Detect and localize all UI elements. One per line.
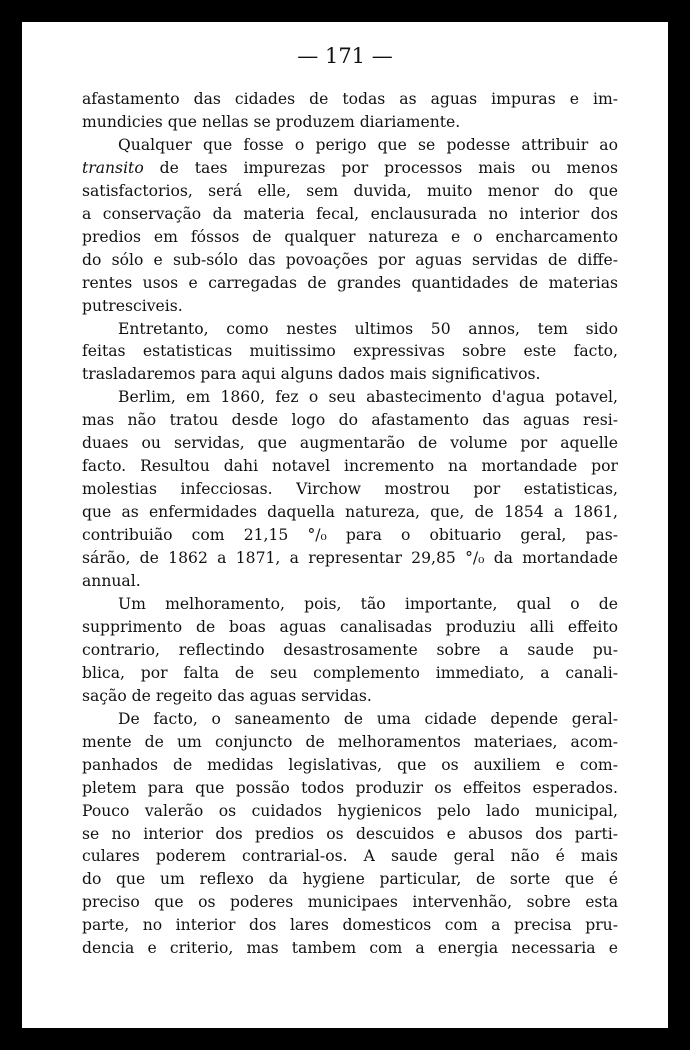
text-line: contribuião com 21,15 °/₀ para o obituario geral, pas- bbox=[82, 526, 618, 545]
text-line: predios em fóssos de qualquer natureza e o encharcamento bbox=[82, 227, 618, 246]
text-line: mundicies que nellas se produzem diariamente. bbox=[82, 112, 461, 131]
text-line: sação de regeito das aguas servidas. bbox=[82, 686, 372, 705]
text-line: Um melhoramento, pois, tão importante, qual o de bbox=[118, 594, 618, 613]
text-line: Berlim, em 1860, fez o seu abastecimento d'agua potavel, bbox=[118, 388, 618, 407]
book-page bbox=[22, 22, 668, 1028]
text-line: annual. bbox=[82, 572, 141, 591]
text-line: blica, por falta de seu complemento immediato, a canali- bbox=[82, 663, 618, 682]
text-line: se no interior dos predios os descuidos e abusos dos parti- bbox=[82, 824, 618, 843]
text-line: Qualquer que fosse o perigo que se podesse attribuir ao bbox=[118, 135, 618, 154]
text-line: transito de taes impurezas por processos mais ou menos bbox=[82, 158, 618, 177]
text-line: culares poderem contrarial-os. A saude geral não é mais bbox=[82, 847, 618, 866]
text-line: do que um reflexo da hygiene particular, de sorte que é bbox=[82, 870, 618, 889]
text-line: putresciveis. bbox=[82, 296, 183, 315]
text-line: preciso que os poderes municipaes intervenhão, sobre esta bbox=[82, 893, 618, 912]
text-line: pletem para que possão todos produzir os effeitos esperados. bbox=[82, 778, 618, 797]
text-line: facto. Resultou dahi notavel incremento na mortandade por bbox=[82, 457, 618, 476]
text-line: mas não tratou desde logo do afastamento das aguas resi- bbox=[82, 411, 618, 430]
text-line: que as enfermidades daquella natureza, que, de 1854 a 1861, bbox=[82, 503, 618, 522]
text-line: afastamento das cidades de todas as aguas impuras e im- bbox=[82, 90, 618, 108]
body-text bbox=[82, 88, 618, 960]
text-line: panhados de medidas legislativas, que os auxiliem e com- bbox=[82, 755, 618, 774]
text-line: duaes ou servidas, que augmentarão de volume por aquelle bbox=[82, 434, 618, 453]
text-line: rentes usos e carregadas de grandes quantidades de materias bbox=[82, 273, 618, 292]
text-line: supprimento de boas aguas canalisadas produziu alli effeito bbox=[82, 617, 618, 636]
text-line: feitas estatisticas muitissimo expressivas sobre este facto, bbox=[82, 342, 618, 361]
text-line: do sólo e sub-sólo das povoações por aguas servidas de diffe- bbox=[82, 250, 618, 269]
text-line: dencia e criterio, mas tambem com a energia necessaria e bbox=[82, 939, 618, 958]
text-line: De facto, o saneamento de uma cidade depende geral- bbox=[118, 709, 618, 728]
text-line: trasladaremos para aqui alguns dados mais significativos. bbox=[82, 365, 541, 384]
text-line: contrario, reflectindo desastrosamente sobre a saude pu- bbox=[82, 640, 618, 659]
text-line: Entretanto, como nestes ultimos 50 annos, tem sido bbox=[118, 319, 618, 338]
text-line: sárão, de 1862 a 1871, a representar 29,85 °/₀ da mortandade bbox=[82, 549, 618, 568]
text-line: parte, no interior dos lares domesticos com a precisa pru- bbox=[82, 916, 618, 935]
text-line: mente de um conjuncto de melhoramentos materiaes, acom- bbox=[82, 732, 618, 751]
text-line: Pouco valerão os cuidados hygienicos pelo lado municipal, bbox=[82, 801, 618, 820]
text-line: satisfactorios, será elle, sem duvida, muito menor do que bbox=[82, 181, 618, 200]
page-number: — 171 — bbox=[297, 44, 393, 68]
text-line: a conservação da materia fecal, enclausurada no interior dos bbox=[82, 204, 618, 223]
text-line: molestias infecciosas. Virchow mostrou por estatisticas, bbox=[82, 480, 618, 499]
